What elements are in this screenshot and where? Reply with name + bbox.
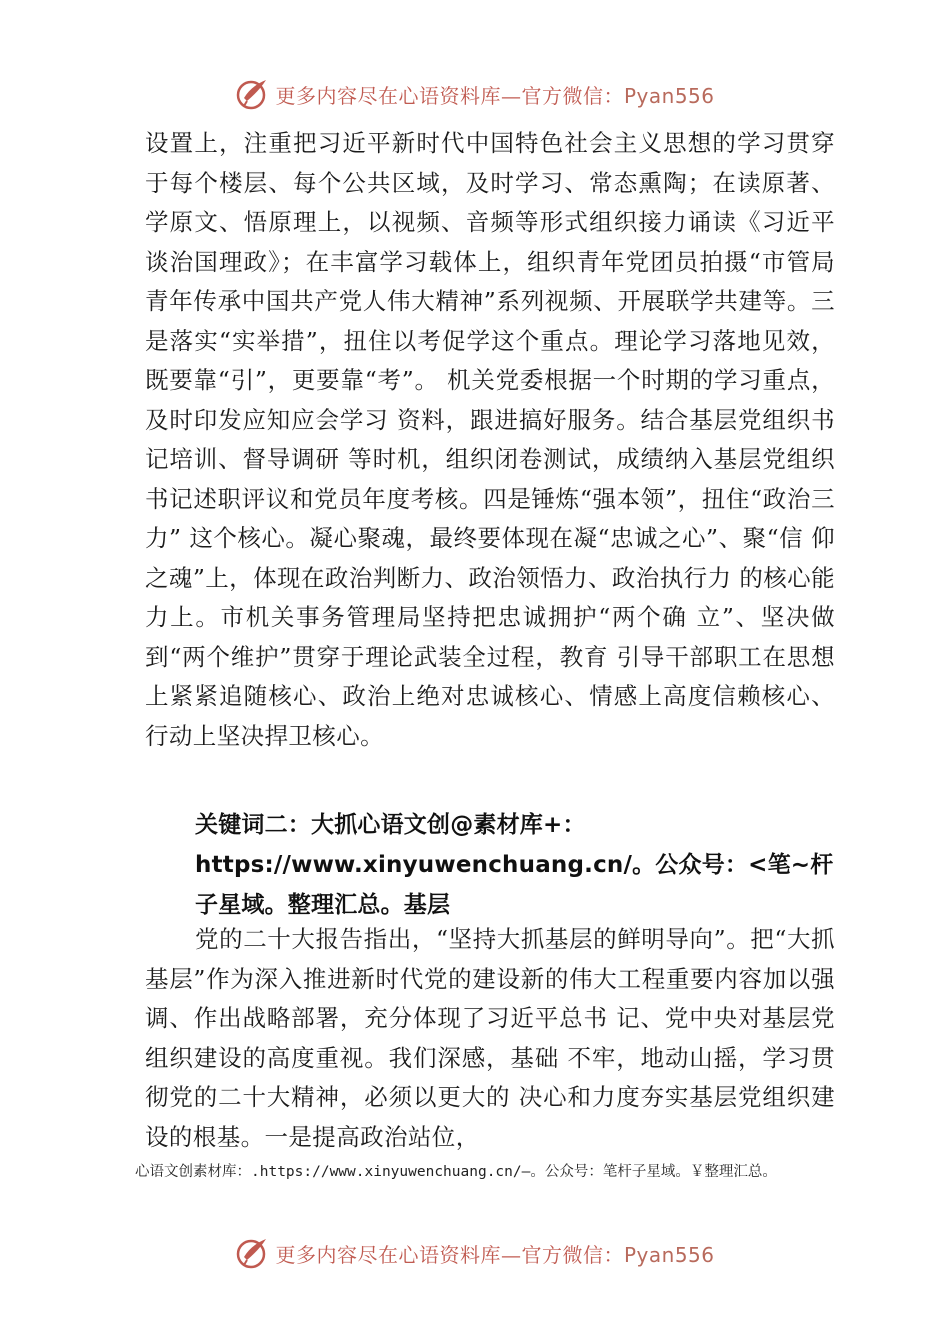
footer-wechat-id: Pyan556 (623, 1242, 715, 1267)
header-banner (0, 72, 950, 116)
footer-note: 心语文创素材库：.https://www.xinyuwenchuang.cn/—。公众号：笔杆子星域。￥整理汇总。 (135, 1164, 777, 1180)
header-wechat-id: Pyan556 (623, 83, 715, 108)
header-banner-text: 更多内容尽在心语资料库—官方微信：Pyan556 (275, 83, 715, 108)
footer-banner (0, 1231, 950, 1275)
body-paragraph-1: 设置上，注重把习近平新时代中国特色社会主义思想的学习贯穿于每个楼层、每个公共区域，及时学习、常态熏陶；在读原著、学原文、悟原理上，以视频、音频等形式组织接力诵读《习近平谈治国理政》；在丰富学习载体上，组织青年党团员拍摄“市管局青年传承中国共产党人伟大精神”系列视频、开展联学共建等。三是落实“实举措”，扭住以考促学这个重点。理论学习落地见效，既要靠“引”，更要靠“考”。 机关党委根据一个时期的学习重点，及时印发应知应会学习 资料，跟进搞好服务。结合基层党组织书记培训、督导调研 等时机，组织闭卷测试，成绩纳入基层党组织书记述职评议和党员年度考核。四是锤炼“强本领”，扭住“政治三力” 这个核心。凝心聚魂，最终要体现在凝“忠诚之心”、聚“信 仰之魂”上，体现在政治判断力、政治领悟力、政治执行力 的核心能力上。市机关事务管理局坚持把忠诚拥护“两个确 立”、坚决做到“两个维护”贯穿于理论武装全过程，教育 引导干部职工在思想上紧紧追随核心、政治上绝对忠诚核心、情感上高度信赖核心、行动上坚决捍卫核心。 (145, 129, 835, 750)
quill-logo-icon (235, 1235, 271, 1271)
body-paragraph-2: 党的二十大报告指出，“坚持大抓基层的鲜明导向”。把“大抓基层”作为深入推进新时代党的建设新的伟大工程重要内容加以强调、作出战略部署，充分体现了习近平总书 记、党中央对基层党组织建设的高度重视。我们深感，基础 不牢，地动山摇，学习贯彻党的二十大精神，必须以更大的 决心和力度夯实基层党组织建设的根基。一是提高政治站位， (145, 925, 835, 1151)
quill-logo-icon (235, 76, 271, 112)
footer-banner-text: 更多内容尽在心语资料库—官方微信：Pyan556 (275, 1242, 715, 1267)
section-heading: 关键词二：大抓心语文创@素材库+：https://www.xinyuwenchuang.cn/。公众号：<笔~杆子星域。整理汇总。基层 (195, 812, 834, 918)
